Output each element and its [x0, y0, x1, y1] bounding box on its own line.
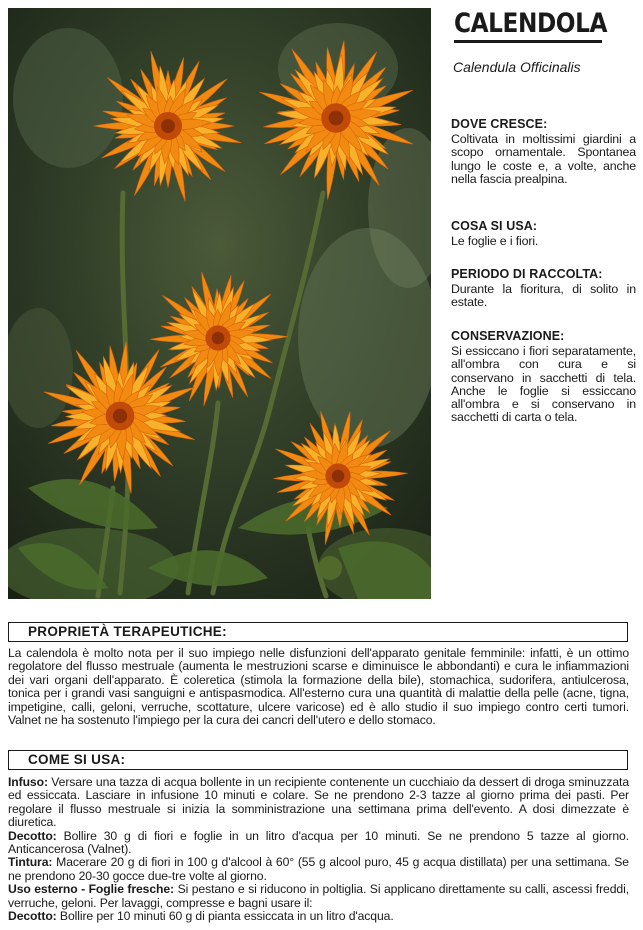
title-rule — [454, 40, 602, 43]
section-cosa-si-usa — [451, 219, 636, 248]
section-text: Durante la fioritura, di solito in estate. — [451, 282, 636, 310]
usage-item-decotto — [8, 830, 629, 857]
section-heading: PERIODO DI RACCOLTA: — [451, 267, 603, 281]
usage-label: Decotto: — [8, 909, 57, 924]
usage-item-tintura — [8, 856, 629, 883]
section-dove-cresce — [451, 117, 636, 186]
section-heading: DOVE CRESCE: — [451, 117, 548, 131]
properties-text-block — [8, 647, 629, 727]
usage-label: Uso esterno - Foglie fresche: — [8, 882, 175, 897]
usage-text: Bollire 30 g di fiori e foglie in un litro d'acqua per 10 minuti. Se ne prendono 5 tazze al giorno. Anticancerosa (Valnet). — [8, 828, 629, 857]
usage-text: Si pestano e si riducono in poltiglia. Si applicano direttamente su calli, ascessi freddi, verruche, geloni. Per lavaggi, compresse e bagni usare il: — [8, 882, 629, 910]
properties-heading: PROPRIETÀ TERAPEUTICHE: — [28, 624, 227, 639]
latin-name: Calendula Officinalis — [453, 59, 581, 75]
usage-label: Tintura: — [8, 855, 53, 870]
section-periodo-raccolta — [451, 267, 636, 310]
usage-text: Bollire per 10 minuti 60 g di pianta essiccata in un litro d'acqua. — [59, 909, 394, 924]
section-text: Si essiccano i fiori separatamente, all'ombra con cura e si conservano in sacchetti di tela. Anche le foglie si essiccano all'ombra e si conservano in sacchetti di carta o tela. — [451, 344, 636, 425]
usage-text: Macerare 20 g di fiori in 100 g d'alcool à 60° (55 g alcool puro, 45 g acqua distillata) per una settimana. Se ne prendono 20-30 gocce due-tre volte al giorno. — [8, 855, 629, 883]
calendula-photo — [8, 8, 431, 599]
usage-item-decotto-esterno — [8, 910, 629, 923]
properties-text: La calendola è molto nota per il suo impiego nelle disfunzioni dell'apparato genitale femminile: infatti, è un ottimo regolatore del flusso mestruale (aumenta le mestruzioni scarse e diminuisce le abbondanti) e cura le infiammazioni dei vari organi dell'apparato. È coleretica (stimola la formazione della bile), stomachica, sudorifera, antiulcerosa, tonica per i grandi vasi sanguigni e antispasmodica. All'esterno cura una quantità di malattie della pelle (acne, tigna, impetigine, calli, geloni, verruche, scottature, ulcere varicose) ed è allo studio il suo impiego contro certi tumori. Valnet ne ha sostenuto l'impiego per la cura dei cancri dell'utero e dello stomaco. — [8, 646, 629, 728]
usage-label: Decotto: — [8, 828, 57, 843]
properties-heading-bar — [8, 622, 628, 642]
plant-title: CALENDOLA — [454, 8, 608, 39]
section-text: Le foglie e i fiori. — [451, 234, 539, 248]
info-column — [450, 8, 635, 75]
usage-heading-bar — [8, 750, 628, 770]
usage-text-block — [8, 776, 629, 923]
section-heading: CONSERVAZIONE: — [451, 329, 565, 343]
section-text: Coltivata in moltissimi giardini a scopo ornamentale. Spontanea lungo le coste e, a volte, anche nella fascia prealpina. — [451, 132, 636, 186]
usage-item-uso-esterno — [8, 883, 629, 910]
calendula-illustration — [8, 8, 431, 599]
usage-text: Versare una tazza di acqua bollente in un recipiente contenente un cucchiaio da dessert di droga sminuzzata ed essiccata. Lasciare in infusione 10 minuti e colare. Se ne prendono 2-3 tazze al giorno prima dei pasti. Per regolare il flusso mestruale si inizia la somministrazione una settimana prima dell'evento. A dosi dimezzate è diuretica. — [8, 775, 629, 830]
usage-label: Infuso: — [8, 775, 48, 789]
usage-heading: COME SI USA: — [28, 752, 126, 767]
section-heading: COSA SI USA: — [451, 219, 538, 233]
section-conservazione — [451, 329, 636, 425]
usage-item-infuso — [8, 776, 629, 830]
